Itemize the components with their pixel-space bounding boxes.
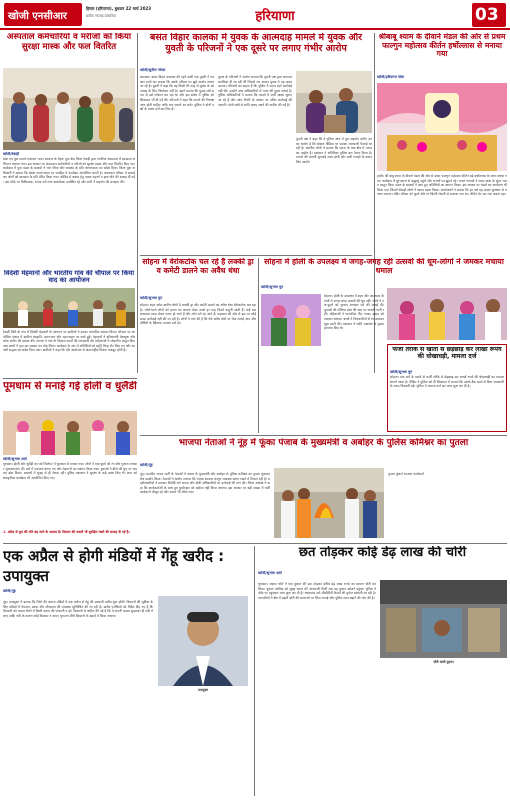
shyam-body: हांसी। श्री बाबू श्याम के दीवाने मंडल की ओर से प्रथम फाल्गुन महोत्सव कीर्तन बड़े हर्षोल्लास के साथ मनाया गया। कार्यक्रम में दूर-दराज से श्रद्धालु पहुंचे और भजनों पर झूमते रहे। भजन गायकों ने श्याम बाबा के सुंदर भजन प्रस्तुत किए। मंडल के सदस्यों ने आए हुए अतिथियों का स्वागत किया। इस अवसर पर भंडारे का आयोजन भी किया गया जिसमें सैकड़ों लोगों ने प्रसाद ग्रहण किया। आयोजकों ने बताया कि हर वर्ष यह उत्सव धूमधाम से मनाया जाएगा। मंदिर परिसर को फूलों और रंग-बिरंगी रोशनी से सजाया गया था। कीर्तन देर रात तक चलता रहा।	[377, 174, 507, 197]
fraud-box	[387, 344, 507, 432]
holi-body: गुरुग्राम। होली और धुलैंडी का पर्व जिलेभर में धूमधाम से मनाया गया। लोगों ने एक-दूसरे को रंग और गुलाल लगाकर शुभकामनाएं दीं। घरों में पकवान बनाए गए और मेहमानों का स्वागत किया गया। युवाओं ने डीजे की धुन पर जमकर डांस किया। बाजारों में सुबह से ही रौनक रही। पुलिस प्रशासन ने सुरक्षा के कड़े प्रबंध किए थे। शाम को सांस्कृतिक कार्यक्रम भी आयोजित किए गए।	[3, 462, 137, 480]
section-divider	[140, 435, 507, 436]
shyam-photo	[377, 83, 507, 171]
holi-headline: पूमधाम से मनाई गई होली व धुलैंडी	[3, 381, 137, 392]
sohna2-photo-2	[387, 288, 507, 340]
sohna2-headline: सोहना में होली के उपलक्ष्य में जगह-जगह रही उत्सवों की धूम-लोगों ने जमकर मचाया धमाल	[264, 258, 504, 275]
holi-byline: खोजी/सुभाष आर्य	[3, 457, 27, 461]
lead-body-col2: युवक के परिजनों ने आरोप लगाया कि युवती पक्ष द्वारा लगातार धमकियां दी जा रही थीं जिससे तंग आकर युवक ने यह कदम उठाया। परिजनों का कहना है कि पुलिस ने समय रहते कार्रवाई नहीं की। उन्होंने उच्च अधिकारियों से न्याय की गुहार लगाई है। पुलिस अधिकारियों ने बताया कि मामले में सभी साक्ष्य जुटाए जा रहे हैं और जांच रिपोर्ट के आधार पर उचित कार्रवाई की जाएगी। दोनों पक्षों से शांति बनाए रखने की अपील की गई है।	[218, 75, 292, 107]
sohna1-byline: खोजी/सुभाष चुग	[140, 296, 163, 300]
theft-headline: छत तोड़कर कोई डेढ़ लाख की चोरी	[298, 546, 467, 560]
column-divider	[254, 546, 255, 796]
hospital-subheadline: विदेशी मेहमानों और भारतीय गांव की चौपाल पर किया वाद का आयोजन	[3, 270, 135, 285]
wheat-body: नूंह। उपायुक्त ने बताया कि जिले की अनाज मंडियों में एक अप्रैल से गेहूं की सरकारी खरीद शुरू होगी। किसानों की सुविधा के लिए मंडियों में पेयजल, छाया और शौचालय की व्यवस्था सुनिश्चित की जा रही है। खरीद एजेंसियों को निर्देश दिए गए हैं कि किसानों को फसल बेचने में किसी प्रकार की परेशानी न हो। किसानों से अपील की गई है कि वे अपनी फसल सुखाकर ही मंडी में लाएं ताकि नमी के कारण कोई दिक्कत न आए। भुगतान सीधे किसानों के खातों में किया जाएगा।	[3, 600, 153, 618]
dateline: हिसार (हरियाणा), बुधवार 22 मार्च 2023	[86, 6, 152, 11]
hospital-byline: खोजी/रेवाड़ी	[3, 152, 20, 156]
theft-byline: खोजी/सुभाष आर्य	[258, 571, 282, 575]
section-divider	[3, 378, 137, 379]
article-bjp	[140, 438, 507, 538]
bjp-headline: भाजपा नेताओं ने नूंह में फूंका पंजाब के मुख्यमंत्री व अबोहर के पुलिस कमिश्नर का पुतला	[178, 438, 469, 448]
page-number-box	[472, 3, 506, 27]
article-hospital	[3, 33, 135, 378]
lead-body-col3: युवती पक्ष ने कहा कि वे पुलिस जांच में पूरा सहयोग करेंगे। उनका आरोप है कि सोशल मीडिया पर भ्रामक जानकारी फैलाई जा रही है। स्थानीय लोगों ने बताया कि घटना के बाद क्षेत्र में तनाव का माहौल है। प्रशासन ने अतिरिक्त पुलिस बल तैनात किया है। मामले की अगली सुनवाई जल्द होगी और सभी गवाहों के बयान लिए जाएंगे।	[296, 137, 372, 164]
section-name: हरियाणा	[255, 9, 295, 24]
article-wheat	[3, 546, 251, 798]
hospital-body: खेल एवं युवा मामले मंत्रालय भारत सरकार के नेहरू युवा केंद्र जिला रेवाड़ी द्वारा नागरिक अस्पताल में स्वच्छता अभियान चलाया गया। इस अवसर पर अस्पताल कर्मचारियों व मरीजों को सुरक्षा मास्क और फल वितरित किए गए। कार्यक्रम में युवा मंडल के सदस्यों ने भाग लिया और स्वास्थ्य के प्रति जागरूकता का संदेश दिया। जिला युवा अधिकारी ने बताया कि संस्था समय-समय पर जनहित में कार्यक्रम आयोजित करती है। अस्पताल परिसर में सफाई कर लोगों को स्वच्छता के प्रति प्रेरित किया गया। कोविड से बचाव हेतु मास्क पहनने व हाथ धोने की सलाह दी गई। इस मौके पर चिकित्सक, स्टाफ नर्स तथा स्वयंसेवक उपस्थित रहे और सभी ने सहयोग की सराहना की।	[3, 157, 135, 184]
hospital-photo-2	[3, 288, 135, 328]
paper-name: खोजी एनसीआर	[8, 11, 68, 22]
bjp-body: नूंह। भारतीय जनता पार्टी के नेताओं ने पंजाब के मुख्यमंत्री और अबोहर के पुलिस कमिश्नर का पुतला फूंककर रोष प्रदर्शन किया। नेताओं ने आरोप लगाया कि पंजाब सरकार कानून व्यवस्था बनाए रखने में विफल रही है। प्रदर्शनकारियों ने सरकार विरोधी नारे लगाए और दोषी अधिकारियों पर कार्रवाई की मांग की। जिला अध्यक्ष ने कहा कि कार्यकर्ताओं के साथ हुए दुर्व्यवहार को बर्दाश्त नहीं किया जाएगा। इस अवसर पर बड़ी संख्या में पार्टी कार्यकर्ता मौजूद रहे और ज्ञापन भी सौंपा गया।	[140, 472, 270, 495]
article-holi	[3, 381, 137, 541]
article-lead	[140, 33, 372, 253]
theft-caption: चोरी वाली दुकान	[433, 660, 454, 664]
lead-byline: खोजी/सुनील गोयल	[140, 68, 166, 72]
lead-body-col1: कालका। बसंत विहार कालका की रहने वाली एक युवती ने पत्रकार वार्ता कर बताया कि उसके परिवार पर झूठे आरोप लगाए जा रहे हैं। युवती ने कहा कि वह किसी भी तरह से युवक के आत्मदाह के लिए जिम्मेदार नहीं है। उसने बताया कि युवक लंबे समय से उसे परेशान कर रहा था और इस संबंध में पुलिस को शिकायत भी दी गई थी। परिजनों ने कहा कि मामले की निष्पक्ष जांच होनी चाहिए ताकि सच सामने आ सके। पुलिस ने दोनों पक्षों के बयान दर्ज कर लिए हैं।	[140, 75, 214, 112]
article-theft	[258, 546, 507, 798]
wheat-photo	[158, 596, 248, 686]
lead-headline: बसंत विहार कालका में युवक के आत्मदाह मामले में युवक और युवती के परिजनों ने एक दूसरे पर लगाए गंभीर आरोप	[150, 33, 362, 54]
wheat-byline: खोजी/नूंह	[3, 589, 16, 593]
article-sohna-lucky-draw	[140, 258, 256, 433]
fraud-body: सोहना। एक फर्म के खातों से फर्जी तरीके से छेड़छाड़ कर लाखों रुपये की धोखाधड़ी का मामला सामने आया है। पीड़ित ने पुलिस को दी शिकायत में बताया कि उसके बैंक खाते से बिना जानकारी के रकम निकाली गई। पुलिस ने मामला दर्ज कर जांच शुरू कर दी है।	[390, 375, 504, 389]
lead-photo	[296, 71, 372, 133]
fraud-byline: खोजी/सुभाष चुग	[390, 370, 413, 374]
section-divider	[3, 543, 507, 544]
sohna2-photo	[261, 294, 321, 346]
holi-note: 1. अप्रैल से लुत की गति बढ़ जाने के आसार है। किसान की फसलें भी सुरक्षित रखने की सलाह दी गई है।	[3, 530, 130, 534]
shyam-byline: खोजी/हरियाणा पोस्ट	[377, 75, 405, 79]
paper-name-block	[4, 3, 82, 26]
article-sohna-holi	[261, 258, 507, 433]
column-divider	[258, 258, 259, 433]
bjp-caption: पुतला फूंकते भाजपा कार्यकर्ता	[388, 472, 424, 476]
sohna2-body: सोहना। होली के उपलक्ष्य में शहर और आसपास के गांवों में जगह-जगह उत्सवों की धूम रही। लोगों ने एक-दूसरे को गुलाल लगाकर पर्व की बधाई दी। युवाओं की टोलियां ढोल की थाप पर नाचती-गाती रहीं। महिलाओं ने पारंपरिक गीत गाकर उत्सव को यादगार बनाया। बच्चों ने पिचकारियों से रंग डालकर खूब मस्ती की। प्रशासन ने शांति व्यवस्था के पुख्ता इंतजाम किए थे।	[324, 294, 384, 331]
sohna1-body: सोहना। शहर समेत ग्रामीण क्षेत्रों में लक्की ड्रा और कमेटी डालने का अवैध धंधा बेरोकटोक चल रहा है। भोले-भाले लोगों को इनाम का लालच देकर उनसे हर माह किस्तें वसूली जाती हैं। कई बार संचालक रकम लेकर फरार हो जाते हैं और लोग ठगे रह जाते हैं। प्रशासन की ओर से इस पर कोई सख्त कार्रवाई नहीं की जा रही है। लोगों ने मांग की है कि ऐसे अवैध धंधों पर रोक लगाई जाए और दोषियों के खिलाफ मामला दर्ज हो।	[140, 303, 256, 326]
sohna2-byline: खोजी/सुभाष चुग	[261, 285, 284, 289]
section-divider	[140, 255, 372, 256]
hospital-body-2: रेवाड़ी जिले के गांव में विदेशी मेहमानों के आगमन पर ग्रामीणों ने उनका पारंपरिक स्वागत किया। चौपाल पर आयोजित संवाद में ग्रामीण संस्कृति, खान-पान और रहन-सहन पर चर्चा हुई। मेहमानों ने हरियाणवी वेशभूषा और लोक संगीत की प्रशंसा की। सरपंच ने गांव के विकास कार्यों की जानकारी दी। महिलाओं ने लोकगीत प्रस्तुत किए तथा बच्चों ने नृत्य कर सबका मन मोह लिया। कार्यक्रम के अंत में अतिथियों को स्मृति चिन्ह भेंट किए गए और आपसी सद्भाव का संदेश दिया गया। ग्रामीणों ने कहा कि ऐसे आयोजन से अंतरराष्ट्रीय मित्रता मजबूत होती है।	[3, 330, 135, 353]
hospital-photo	[3, 68, 135, 150]
theft-body: गुरुग्राम। अज्ञात चोरों ने एक दुकान की छत तोड़कर करीब डेढ़ लाख रुपये का सामान चोरी कर लिया। दुकान मालिक को सुबह घटना की जानकारी मिली जब वह दुकान खोलने पहुंचा। पुलिस ने मौके पर पहुंचकर जांच शुरू कर दी है। आसपास लगे सीसीटीवी कैमरों की फुटेज खंगाली जा रही है। व्यापारियों ने क्षेत्र में बढ़ती चोरी की घटनाओं पर चिंता जताई और पुलिस गश्त बढ़ाने की मांग की है।	[258, 582, 376, 600]
holi-photo	[3, 411, 137, 455]
subline: प्रत्येक सप्ताह प्रकाशित	[86, 14, 116, 18]
sohna1-headline: सोहना में वेरोकटोक चल रहे हैं लक्की ड्रा व कमेटी डालने का अवैध धंधा	[142, 258, 254, 275]
bjp-photo	[274, 468, 384, 538]
column-divider	[137, 33, 138, 373]
bjp-byline: खोजी/नूंह	[140, 463, 153, 467]
shyam-headline: श्रीबाबू श्याम के दीवाने मंडल की ओर से प्रथम फाल्गुन महोत्सव कीर्तन हर्षोल्लास से मनाया गया	[378, 33, 506, 58]
hospital-headline: अस्पताल कर्मचारियों व मरीजों को किया सुरक्षा मास्क और फल वितरित	[6, 33, 132, 52]
masthead	[0, 0, 510, 30]
page-number: 03	[475, 5, 499, 25]
fraud-headline: फर्जी तरीके से खातों से छेड़छाड़ कर लाखों रूपये की धोखाधड़ी, मामला दर्ज	[392, 347, 502, 360]
wheat-caption: उपायुक्त	[197, 688, 209, 692]
wheat-headline: एक अप्रैल से होगी मंडियों में गेंहू खरीद : उपायुक्त	[3, 547, 225, 585]
theft-photo	[380, 580, 507, 658]
